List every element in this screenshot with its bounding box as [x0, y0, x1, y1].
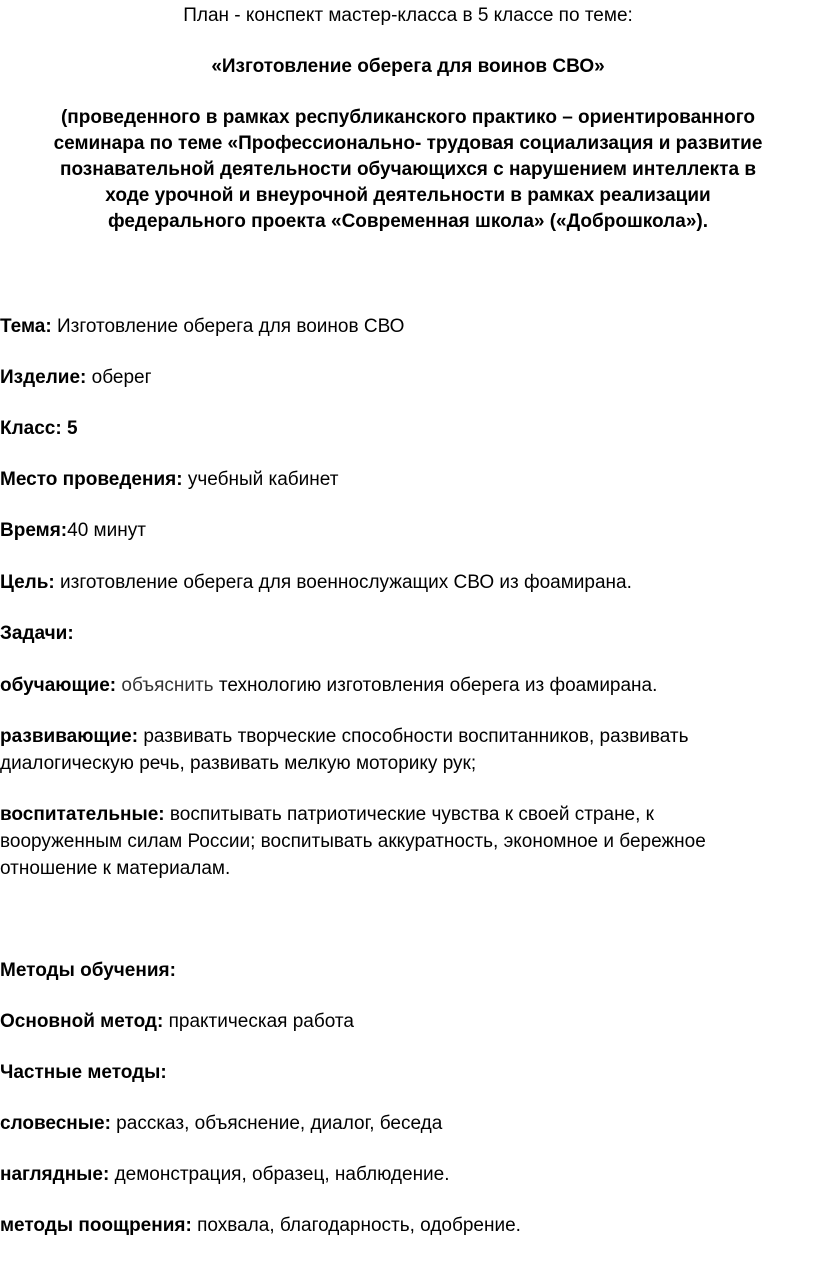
task-razv: [0, 723, 812, 750]
field-value: изготовление оберега для военнослужащих СВО из фоамирана.: [54, 572, 632, 593]
task-vosp: [0, 801, 812, 828]
subtitle-line: семинара по теме «Профессионально- трудовая социализация и развитие: [53, 133, 763, 154]
task-razv-cont: диалогическую речь, развивать мелкую моторику рук;: [0, 753, 477, 774]
method-verbal: [0, 1110, 812, 1137]
task-label: развивающие:: [0, 726, 139, 747]
field-label: Время:: [0, 520, 68, 541]
task-vosp-cont: вооруженным силам России; воспитывать аккуратность, экономное и бережное: [0, 831, 706, 852]
field-izdelie: [0, 364, 812, 391]
field-mesto: [0, 466, 812, 493]
method-encourage: [0, 1212, 812, 1239]
method-main: [0, 1008, 812, 1035]
field-zadachi: [0, 620, 812, 647]
method-visual: [0, 1161, 812, 1188]
method-value: похвала, благодарность, одобрение.: [191, 1215, 521, 1236]
method-private: [0, 1059, 812, 1086]
field-label: Задачи:: [0, 623, 74, 644]
field-label: Класс: 5: [0, 418, 78, 439]
method-label: Основной метод:: [0, 1011, 164, 1032]
section-label: Методы обучения:: [0, 960, 176, 981]
field-value: 40 минут: [67, 520, 146, 541]
field-label: Место проведения:: [0, 469, 183, 490]
task-label: обучающие:: [0, 675, 117, 696]
method-label: Частные методы:: [0, 1062, 167, 1083]
subtitle-line: (проведенного в рамках республиканского практико – ориентированного: [60, 107, 756, 128]
task-value: развивать творческие способности воспитанников, развивать: [138, 726, 689, 747]
plan-heading: План - конспект мастер-класса в 5 классе по теме:: [183, 5, 633, 26]
field-klass: [0, 415, 812, 442]
methods-title: [0, 957, 812, 984]
field-tema: [0, 313, 812, 340]
field-label: Тема:: [0, 316, 52, 337]
field-value: Изготовление оберега для воинов СВО: [51, 316, 405, 337]
field-value: учебный кабинет: [182, 469, 339, 490]
task-vosp-cont: отношение к материалам.: [0, 858, 231, 879]
subtitle-line: познавательной деятельности обучающихся с нарушением интеллекта в: [59, 159, 757, 180]
task-label: воспитательные:: [0, 804, 165, 825]
method-label: методы поощрения:: [0, 1215, 192, 1236]
task-obuch: [0, 672, 812, 699]
field-value: оберег: [86, 367, 152, 388]
subtitle-line: ходе урочной и внеурочной деятельности в рамках реализации: [105, 185, 711, 206]
task-value: воспитывать патриотические чувства к своей стране, к: [164, 804, 654, 825]
document-title: «Изготовление оберега для воинов СВО»: [211, 56, 605, 77]
field-tsel: [0, 569, 812, 596]
task-value: объяснить: [116, 675, 214, 696]
field-label: Изделие:: [0, 367, 87, 388]
subtitle-line: федерального проекта «Современная школа» («Доброшкола»).: [107, 211, 708, 232]
method-label: словесные:: [0, 1113, 111, 1134]
task-value: технологию изготовления оберега из фоамирана.: [213, 675, 658, 696]
method-value: практическая работа: [163, 1011, 354, 1032]
method-value: демонстрация, образец, наблюдение.: [109, 1164, 450, 1185]
field-label: Цель:: [0, 572, 55, 593]
method-value: рассказ, объяснение, диалог, беседа: [110, 1113, 443, 1134]
method-label: наглядные:: [0, 1164, 110, 1185]
field-vremya: [0, 517, 812, 544]
